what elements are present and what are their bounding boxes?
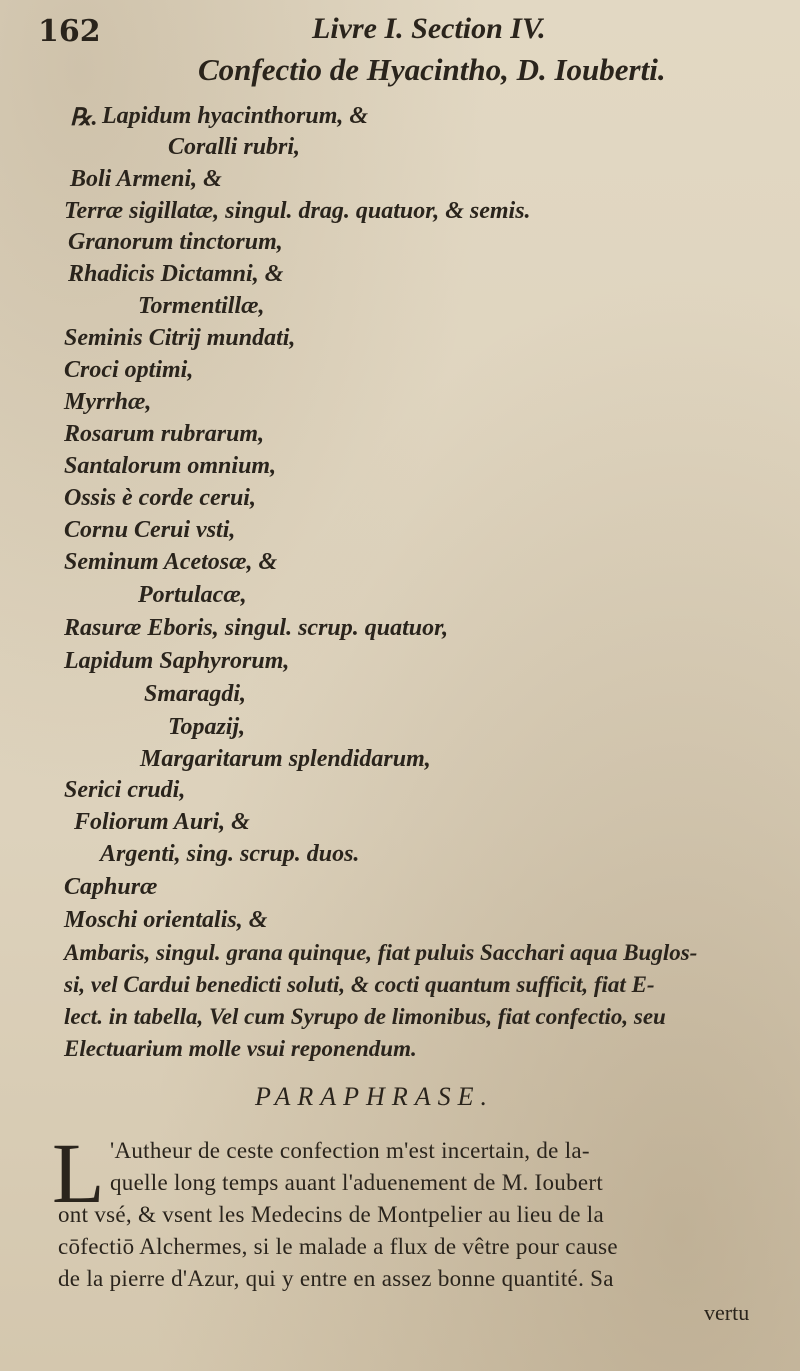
ingredient-line: Rhadicis Dictamni, & (68, 261, 284, 287)
recipe-text-line: lect. in tabella, Vel cum Syrupo de limonibus, fiat confectio, seu (64, 1004, 666, 1029)
ingredient-line: Topazij, (168, 714, 246, 740)
recipe-title: Confectio de Hyacintho, D. Iouberti. (198, 52, 666, 87)
ingredient-line: Santalorum omnium, (64, 453, 277, 479)
recipe-symbol: ℞. (70, 105, 98, 131)
ingredient-line: Smaragdi, (144, 681, 247, 707)
ingredient-line: Serici crudi, (64, 777, 186, 803)
ingredient-line: Seminis Citrij mundati, (64, 325, 296, 351)
ingredient-line: Lapidum Saphyrorum, (64, 648, 290, 674)
recipe-text-line: Ambaris, singul. grana quinque, fiat puluis Sacchari aqua Buglos- (64, 940, 698, 965)
ingredient-line: Coralli rubri, (168, 134, 301, 160)
catchword: vertu (704, 1300, 750, 1325)
paraphrase-line: ont vsé, & vsent les Medecins de Montpelier au lieu de la (58, 1202, 604, 1227)
page-number: 162 (38, 14, 101, 49)
ingredient-line: Lapidum hyacinthorum, & (102, 103, 369, 129)
ingredient-line: Granorum tinctorum, (68, 229, 283, 255)
paraphrase-line: quelle long temps auant l'aduenement de M. Ioubert (110, 1170, 604, 1195)
ingredient-line: Ossis è corde cerui, (64, 485, 256, 511)
paraphrase-line: 'Autheur de ceste confection m'est incertain, de la- (110, 1138, 590, 1163)
ingredient-line: Croci optimi, (64, 357, 194, 383)
ingredient-line: Boli Armeni, & (70, 166, 222, 192)
paraphrase-line: de la pierre d'Azur, qui y entre en assez bonne quantité. Sa (58, 1266, 614, 1291)
ingredient-line: Argenti, sing. scrup. duos. (100, 841, 360, 867)
recipe-text-line: Electuarium molle vsui reponendum. (64, 1036, 417, 1061)
paraphrase-heading: PARAPHRASE. (255, 1082, 494, 1111)
ingredient-line: Seminum Acetosæ, & (64, 549, 278, 575)
ingredient-line: Rasuræ Eboris, singul. scrup. quatuor, (64, 615, 449, 641)
ingredient-line: Caphuræ (64, 874, 158, 900)
ingredient-line: Foliorum Auri, & (74, 809, 250, 835)
recipe-text-line: si, vel Cardui benedicti soluti, & cocti quantum sufficit, fiat E- (64, 972, 655, 997)
ingredient-line: Rosarum rubrarum, (64, 421, 265, 447)
ingredient-line: Terræ sigillatæ, singul. drag. quatuor, & semis. (64, 198, 531, 224)
ingredient-line: Moschi orientalis, & (64, 907, 268, 933)
paraphrase-line: cōfectiō Alchermes, si le malade a flux de vêtre pour cause (58, 1234, 618, 1259)
ingredient-line: Portulacæ, (138, 582, 247, 608)
drop-cap: L (52, 1125, 105, 1221)
ingredient-line: Myrrhæ, (64, 389, 152, 415)
running-head: Livre I. Section IV. (312, 12, 546, 45)
ingredient-line: Cornu Cerui vsti, (64, 517, 236, 543)
ingredient-line: Margaritarum splendidarum, (140, 746, 431, 772)
ingredient-line: Tormentillæ, (138, 293, 265, 319)
